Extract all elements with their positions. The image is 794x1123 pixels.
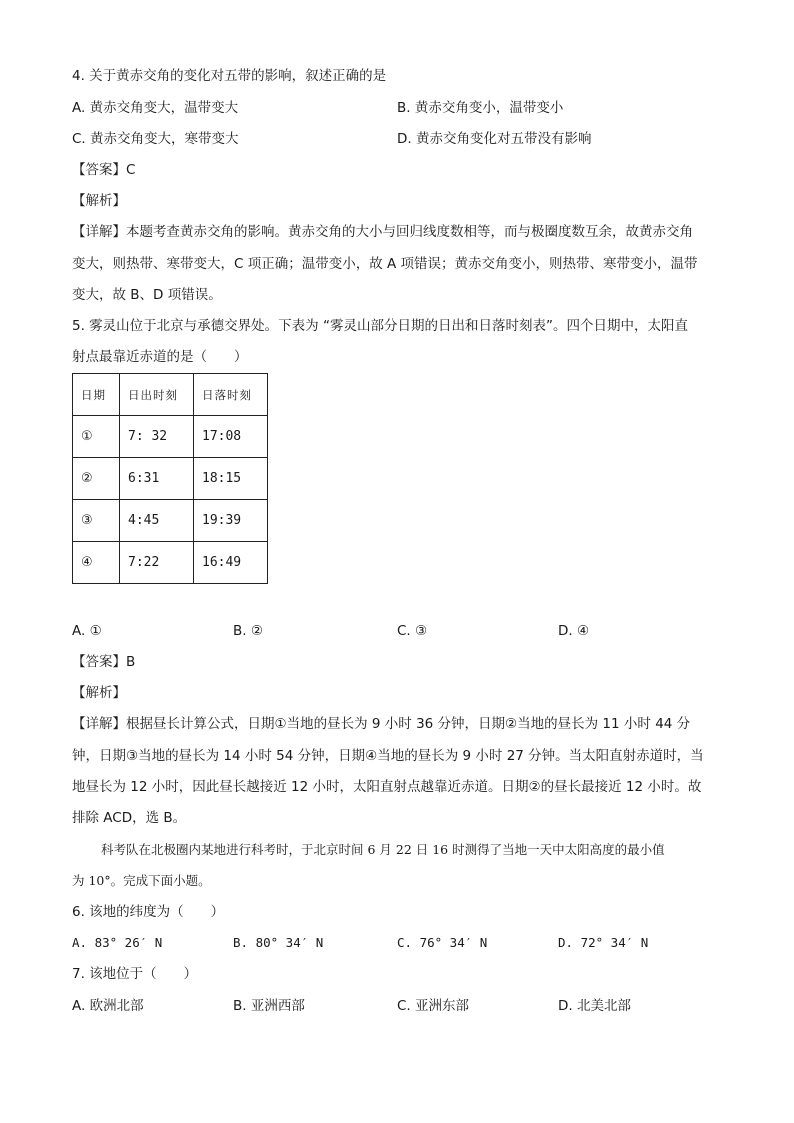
q7-option-a: A. 欧洲北部: [72, 998, 144, 1014]
q5-answer-row: [72, 652, 135, 672]
table-cell-date: ④: [73, 542, 120, 584]
q4-option-a: A. 黄赤交角变大，温带变大: [72, 100, 239, 116]
q7-stem: 7. 该地位于（ ）: [72, 966, 198, 982]
q5-stem-line-2: 射点最靠近赤道的是（ ）: [72, 349, 248, 365]
table-row: [73, 542, 268, 584]
q4-answer-tag: 【答案】: [72, 162, 126, 178]
q7-option-c: C. 亚洲东部: [397, 998, 470, 1014]
q5-detail-line-2: 钟，日期③当地的昼长为 14 小时 54 分钟，日期④当地的昼长为 9 小时 27 分钟。当太阳直射赤道时，当: [72, 748, 704, 764]
table-cell-date: ②: [73, 458, 120, 500]
q6-option-a: A. 83° 26′ N: [72, 935, 163, 950]
q6-option-b: B. 80° 34′ N: [233, 935, 324, 950]
q4-option-c: C. 黄赤交角变大，寒带变大: [72, 131, 239, 147]
q4-detail-tag: 【详解】: [72, 224, 126, 240]
q4-option-b: B. 黄赤交角变小，温带变小: [397, 100, 564, 116]
table-cell-date: ③: [73, 500, 120, 542]
passage-line-1: 科考队在北极圈内某地进行科考时，于北京时间 6 月 22 日 16 时测得了当地一天中太阳高度的最小值: [101, 842, 665, 857]
q5-detail-tag: 【详解】: [72, 716, 126, 732]
q5-option-d: D. ④: [558, 623, 590, 639]
q5-analysis-tag: 【解析】: [72, 685, 126, 701]
sunrise-sunset-table: [72, 373, 268, 584]
passage-line-2: 为 10°。完成下面小题。: [72, 873, 211, 888]
table-cell-sunset: 18:15: [194, 458, 268, 500]
table-row: [73, 458, 268, 500]
q4-option-d: D. 黄赤交角变化对五带没有影响: [397, 131, 592, 147]
q4-detail-line-3: 变大，故 B、D 项错误。: [72, 287, 222, 303]
q4-detail-text-1: 本题考查黄赤交角的影响。黄赤交角的大小与回归线度数相等，而与极圈度数互余，故黄赤交角: [126, 224, 693, 240]
q4-detail-line-1: [72, 222, 693, 242]
q6-option-c: C. 76° 34′ N: [397, 935, 488, 950]
table-cell-sunset: 17:08: [194, 416, 268, 458]
table-cell-sunrise: 6:31: [120, 458, 194, 500]
q4-answer-row: [72, 160, 135, 180]
table-header-row: [73, 374, 268, 416]
q7-option-d: D. 北美北部: [558, 998, 631, 1014]
table-cell-sunrise: 7:22: [120, 542, 194, 584]
q5-stem-line-1: 5. 雾灵山位于北京与承德交界处。下表为 “雾灵山部分日期的日出和日落时刻表”。四个日期中，太阳直: [72, 318, 688, 334]
q5-detail-text-1: 根据昼长计算公式，日期①当地的昼长为 9 小时 36 分钟，日期②当地的昼长为 11 小时 44 分: [126, 716, 691, 732]
q7-option-b: B. 亚洲西部: [233, 998, 305, 1014]
q6-option-d: D. 72° 34′ N: [558, 935, 649, 950]
table-header-sunset: 日落时刻: [194, 374, 268, 416]
table-cell-date: ①: [73, 416, 120, 458]
q5-detail-line-1: [72, 714, 690, 734]
q4-answer-value: C: [126, 162, 136, 178]
table-cell-sunrise: 7: 32: [120, 416, 194, 458]
table-header-sunrise: 日出时刻: [120, 374, 194, 416]
table-cell-sunset: 16:49: [194, 542, 268, 584]
table-cell-sunrise: 4:45: [120, 500, 194, 542]
q5-answer-value: B: [126, 654, 136, 670]
q4-stem: 4. 关于黄赤交角的变化对五带的影响，叙述正确的是: [72, 68, 387, 84]
q6-stem: 6. 该地的纬度为（ ）: [72, 904, 225, 920]
table-cell-sunset: 19:39: [194, 500, 268, 542]
q5-answer-tag: 【答案】: [72, 654, 126, 670]
table-header-date: 日期: [73, 374, 120, 416]
q5-option-b: B. ②: [233, 623, 263, 639]
q4-detail-line-2: 变大，则热带、寒带变大，C 项正确；温带变小，故 A 项错误；黄赤交角变小，则热带、寒带变小，温带: [72, 256, 698, 272]
q5-detail-line-4: 排除 ACD，选 B。: [72, 810, 187, 826]
q4-analysis-tag: 【解析】: [72, 193, 126, 209]
table-row: [73, 500, 268, 542]
table-row: [73, 416, 268, 458]
q5-option-a: A. ①: [72, 623, 102, 639]
q5-detail-line-3: 地昼长为 12 小时，因此昼长越接近 12 小时，太阳直射点越靠近赤道。日期②的昼长最接近 12 小时。故: [72, 779, 702, 795]
q5-option-c: C. ③: [397, 623, 428, 639]
